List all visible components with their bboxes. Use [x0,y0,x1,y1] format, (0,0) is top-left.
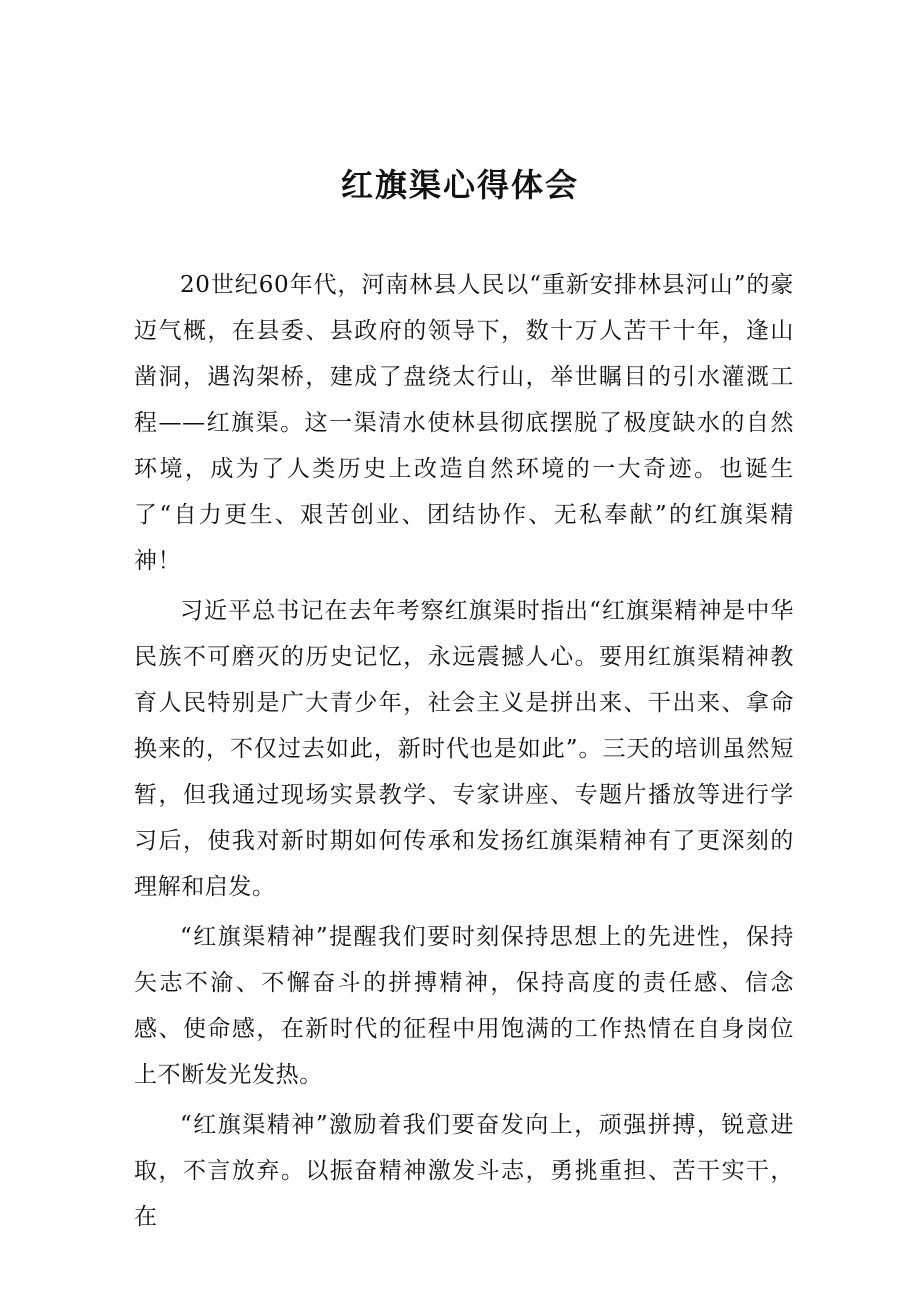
paragraph-1: 20世纪60年代，河南林县人民以“重新安排林县河山”的豪迈气概，在县委、县政府的领导下，数十万人苦干十年，逢山凿洞，遇沟架桥，建成了盘绕太行山，举世瞩目的引水灌溉工程——红旗渠。这一渠清水使林县彻底摆脱了极度缺水的自然环境，成为了人类历史上改造自然环境的一大奇迹。也诞生了“自力更生、艰苦创业、团结协作、无私奉献”的红旗渠精神！ [134,272,794,574]
paragraph-3: “红旗渠精神”提醒我们要时刻保持思想上的先进性，保持矢志不渝、不懈奋斗的拼搏精神，保持高度的责任感、信念感、使命感，在新时代的征程中用饱满的工作热情在自身岗位上不断发光发热。 [134,924,794,1088]
paragraph-2: 习近平总书记在去年考察红旗渠时指出“红旗渠精神是中华民族不可磨灭的历史记忆，永远震撼人心。要用红旗渠精神教育人民特别是广大青少年，社会主义是拼出来、干出来、拿命换来的，不仅过去如此，新时代也是如此”。三天的培训虽然短暂，但我通过现场实景教学、专家讲座、专题片播放等进行学习后，使我对新时期如何传承和发扬红旗渠精神有了更深刻的理解和启发。 [134,598,794,900]
document-body [134,262,794,1244]
document-title: 红旗渠心得体会 [340,166,579,204]
paragraph-4: “红旗渠精神”激励着我们要奋发向上，顽强拼搏，锐意进取，不言放弃。以振奋精神激发斗志，勇挑重担、苦干实干，在 [134,1112,794,1230]
